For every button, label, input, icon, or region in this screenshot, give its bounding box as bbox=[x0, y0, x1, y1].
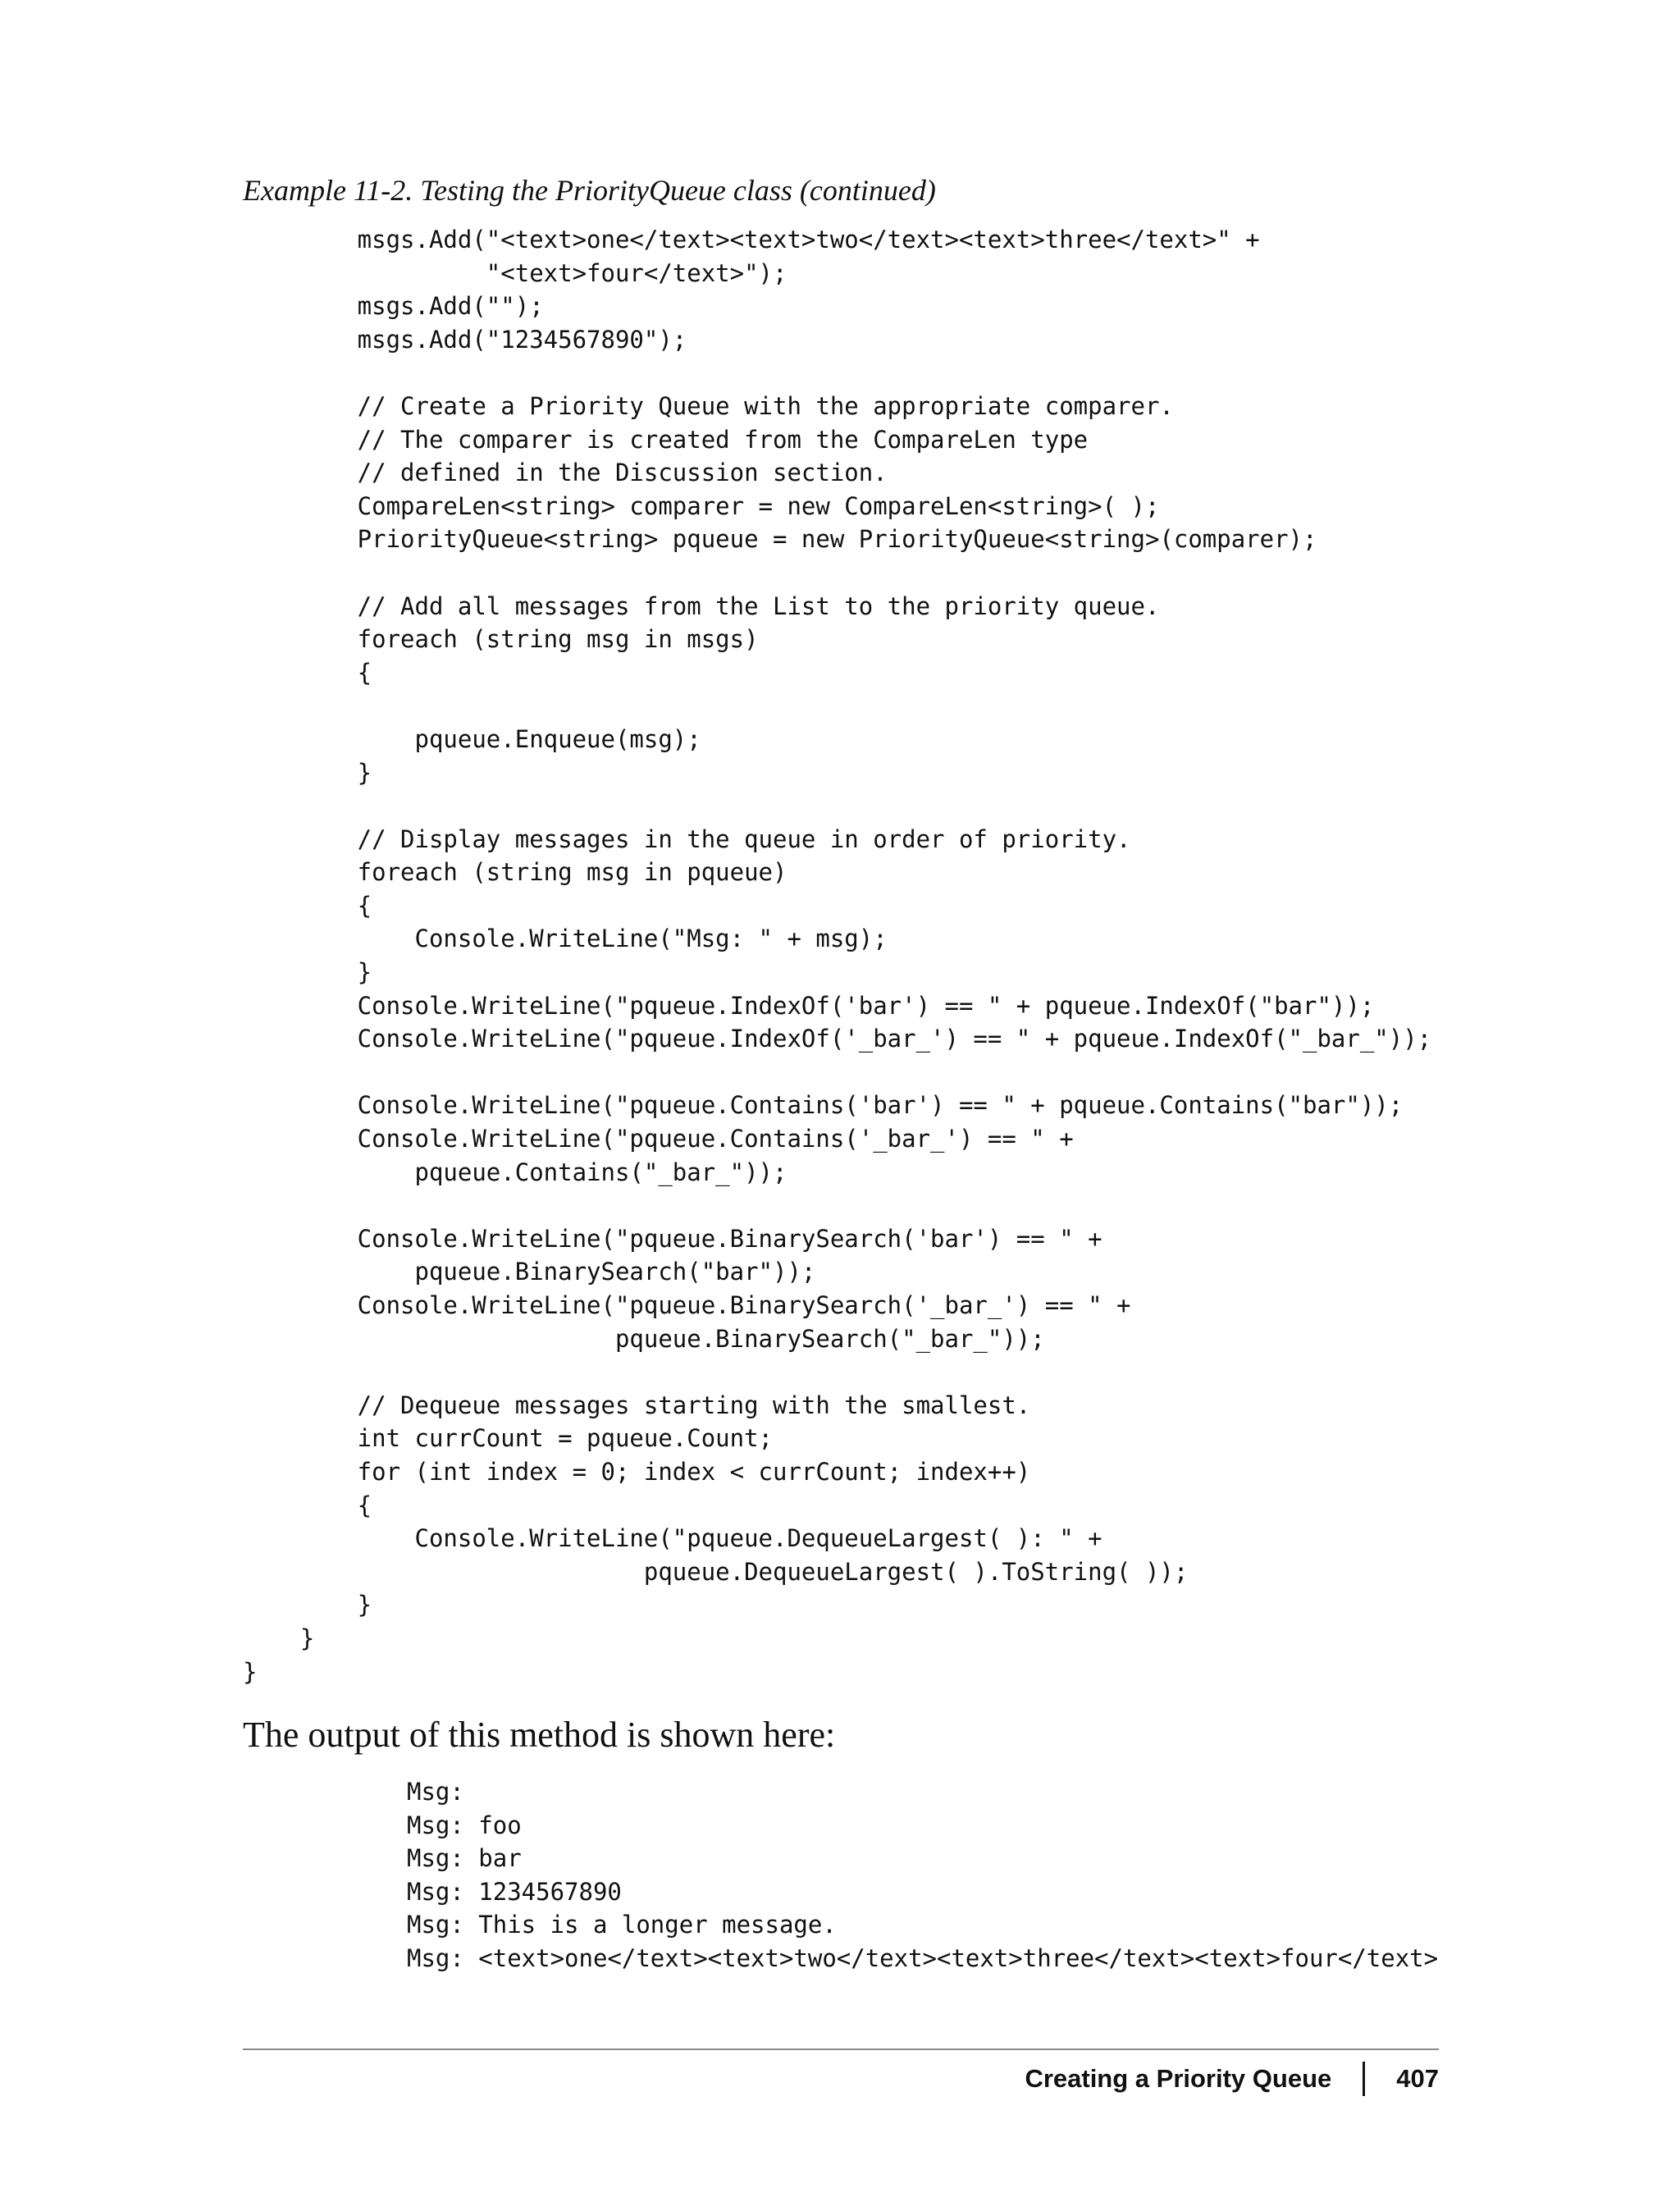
footer-section-title: Creating a Priority Queue bbox=[1025, 2064, 1332, 2093]
code-line: Console.WriteLine("pqueue.IndexOf('bar') == " + pqueue.IndexOf("bar")); bbox=[243, 991, 1375, 1020]
code-line: // Dequeue messages starting with the smallest. bbox=[243, 1391, 1031, 1419]
code-line: "<text>four</text>"); bbox=[243, 258, 788, 287]
code-line bbox=[243, 789, 1431, 823]
page-number: 407 bbox=[1396, 2064, 1439, 2093]
code-line: msgs.Add("<text>one</text><text>two</text><text>three</text>" + bbox=[243, 226, 1260, 253]
code-line: } bbox=[243, 1591, 372, 1619]
code-line: PriorityQueue<string> pqueue = new PriorityQueue<string>(comparer); bbox=[243, 525, 1317, 554]
code-line: foreach (string msg in pqueue) bbox=[243, 858, 788, 887]
code-line: // The comparer is created from the CompareLen type bbox=[243, 425, 1089, 454]
code-line bbox=[243, 556, 1431, 590]
code-line: foreach (string msg in msgs) bbox=[243, 625, 759, 654]
footer-separator bbox=[1363, 2062, 1365, 2096]
code-line: Console.WriteLine("Msg: " + msg); bbox=[243, 925, 888, 953]
code-line: } bbox=[243, 758, 372, 787]
body-paragraph: The output of this method is shown here: bbox=[243, 1715, 836, 1755]
output-line: Msg: foo bbox=[407, 1811, 522, 1839]
code-line: } bbox=[243, 1624, 315, 1652]
code-line: } bbox=[243, 1657, 258, 1686]
code-line: { bbox=[243, 1491, 372, 1519]
code-line: Console.WriteLine("pqueue.BinarySearch('bar') == " + bbox=[243, 1224, 1102, 1253]
code-line: pqueue.DequeueLargest( ).ToString( )); bbox=[243, 1557, 1189, 1586]
code-line: int currCount = pqueue.Count; bbox=[243, 1424, 774, 1453]
code-line: // Display messages in the queue in order of priority. bbox=[243, 824, 1131, 853]
code-line: // defined in the Discussion section. bbox=[243, 459, 888, 487]
output-line: Msg: bbox=[407, 1778, 464, 1806]
output-line: Msg: 1234567890 bbox=[407, 1877, 622, 1906]
code-line bbox=[243, 356, 1431, 390]
code-line: } bbox=[243, 958, 372, 987]
code-line: Console.WriteLine("pqueue.IndexOf('_bar_') == " + pqueue.IndexOf("_bar_")); bbox=[243, 1025, 1432, 1053]
code-line bbox=[243, 689, 1431, 723]
code-line: CompareLen<string> comparer = new CompareLen<string>( ); bbox=[243, 491, 1160, 520]
footer-divider bbox=[243, 2048, 1439, 2050]
code-line: pqueue.BinarySearch("_bar_")); bbox=[243, 1324, 1045, 1353]
code-line: for (int index = 0; index < currCount; index++) bbox=[243, 1457, 1031, 1486]
code-line: { bbox=[243, 891, 372, 920]
code-line bbox=[243, 1189, 1431, 1222]
output-line: Msg: This is a longer message. bbox=[407, 1911, 837, 1939]
code-line: pqueue.BinarySearch("bar")); bbox=[243, 1258, 816, 1286]
code-line: pqueue.Enqueue(msg); bbox=[243, 724, 701, 753]
code-line: Console.WriteLine("pqueue.DequeueLargest( ): " + bbox=[243, 1524, 1102, 1553]
code-line bbox=[243, 1056, 1431, 1089]
code-line: pqueue.Contains("_bar_")); bbox=[243, 1158, 788, 1186]
code-line: msgs.Add(""); bbox=[243, 292, 544, 321]
code-line: Console.WriteLine("pqueue.BinarySearch('_bar_') == " + bbox=[243, 1291, 1131, 1319]
code-line bbox=[243, 1355, 1431, 1389]
example-caption: Example 11-2. Testing the PriorityQueue class (continued) bbox=[243, 174, 936, 207]
code-listing bbox=[243, 223, 1431, 1688]
code-line: msgs.Add("1234567890"); bbox=[243, 325, 687, 354]
output-line: Msg: bar bbox=[407, 1844, 522, 1873]
code-line: { bbox=[243, 658, 372, 687]
code-line: // Add all messages from the List to the priority queue. bbox=[243, 591, 1160, 620]
output-line: Msg: <text>one</text><text>two</text><text>three</text><text>four</text> bbox=[407, 1943, 1439, 1972]
code-line: // Create a Priority Queue with the appropriate comparer. bbox=[243, 391, 1174, 420]
output-listing bbox=[407, 1775, 1438, 1975]
code-line: Console.WriteLine("pqueue.Contains('bar') == " + pqueue.Contains("bar")); bbox=[243, 1091, 1404, 1120]
page-footer bbox=[1025, 2058, 1439, 2100]
code-line: Console.WriteLine("pqueue.Contains('_bar_') == " + bbox=[243, 1125, 1074, 1153]
